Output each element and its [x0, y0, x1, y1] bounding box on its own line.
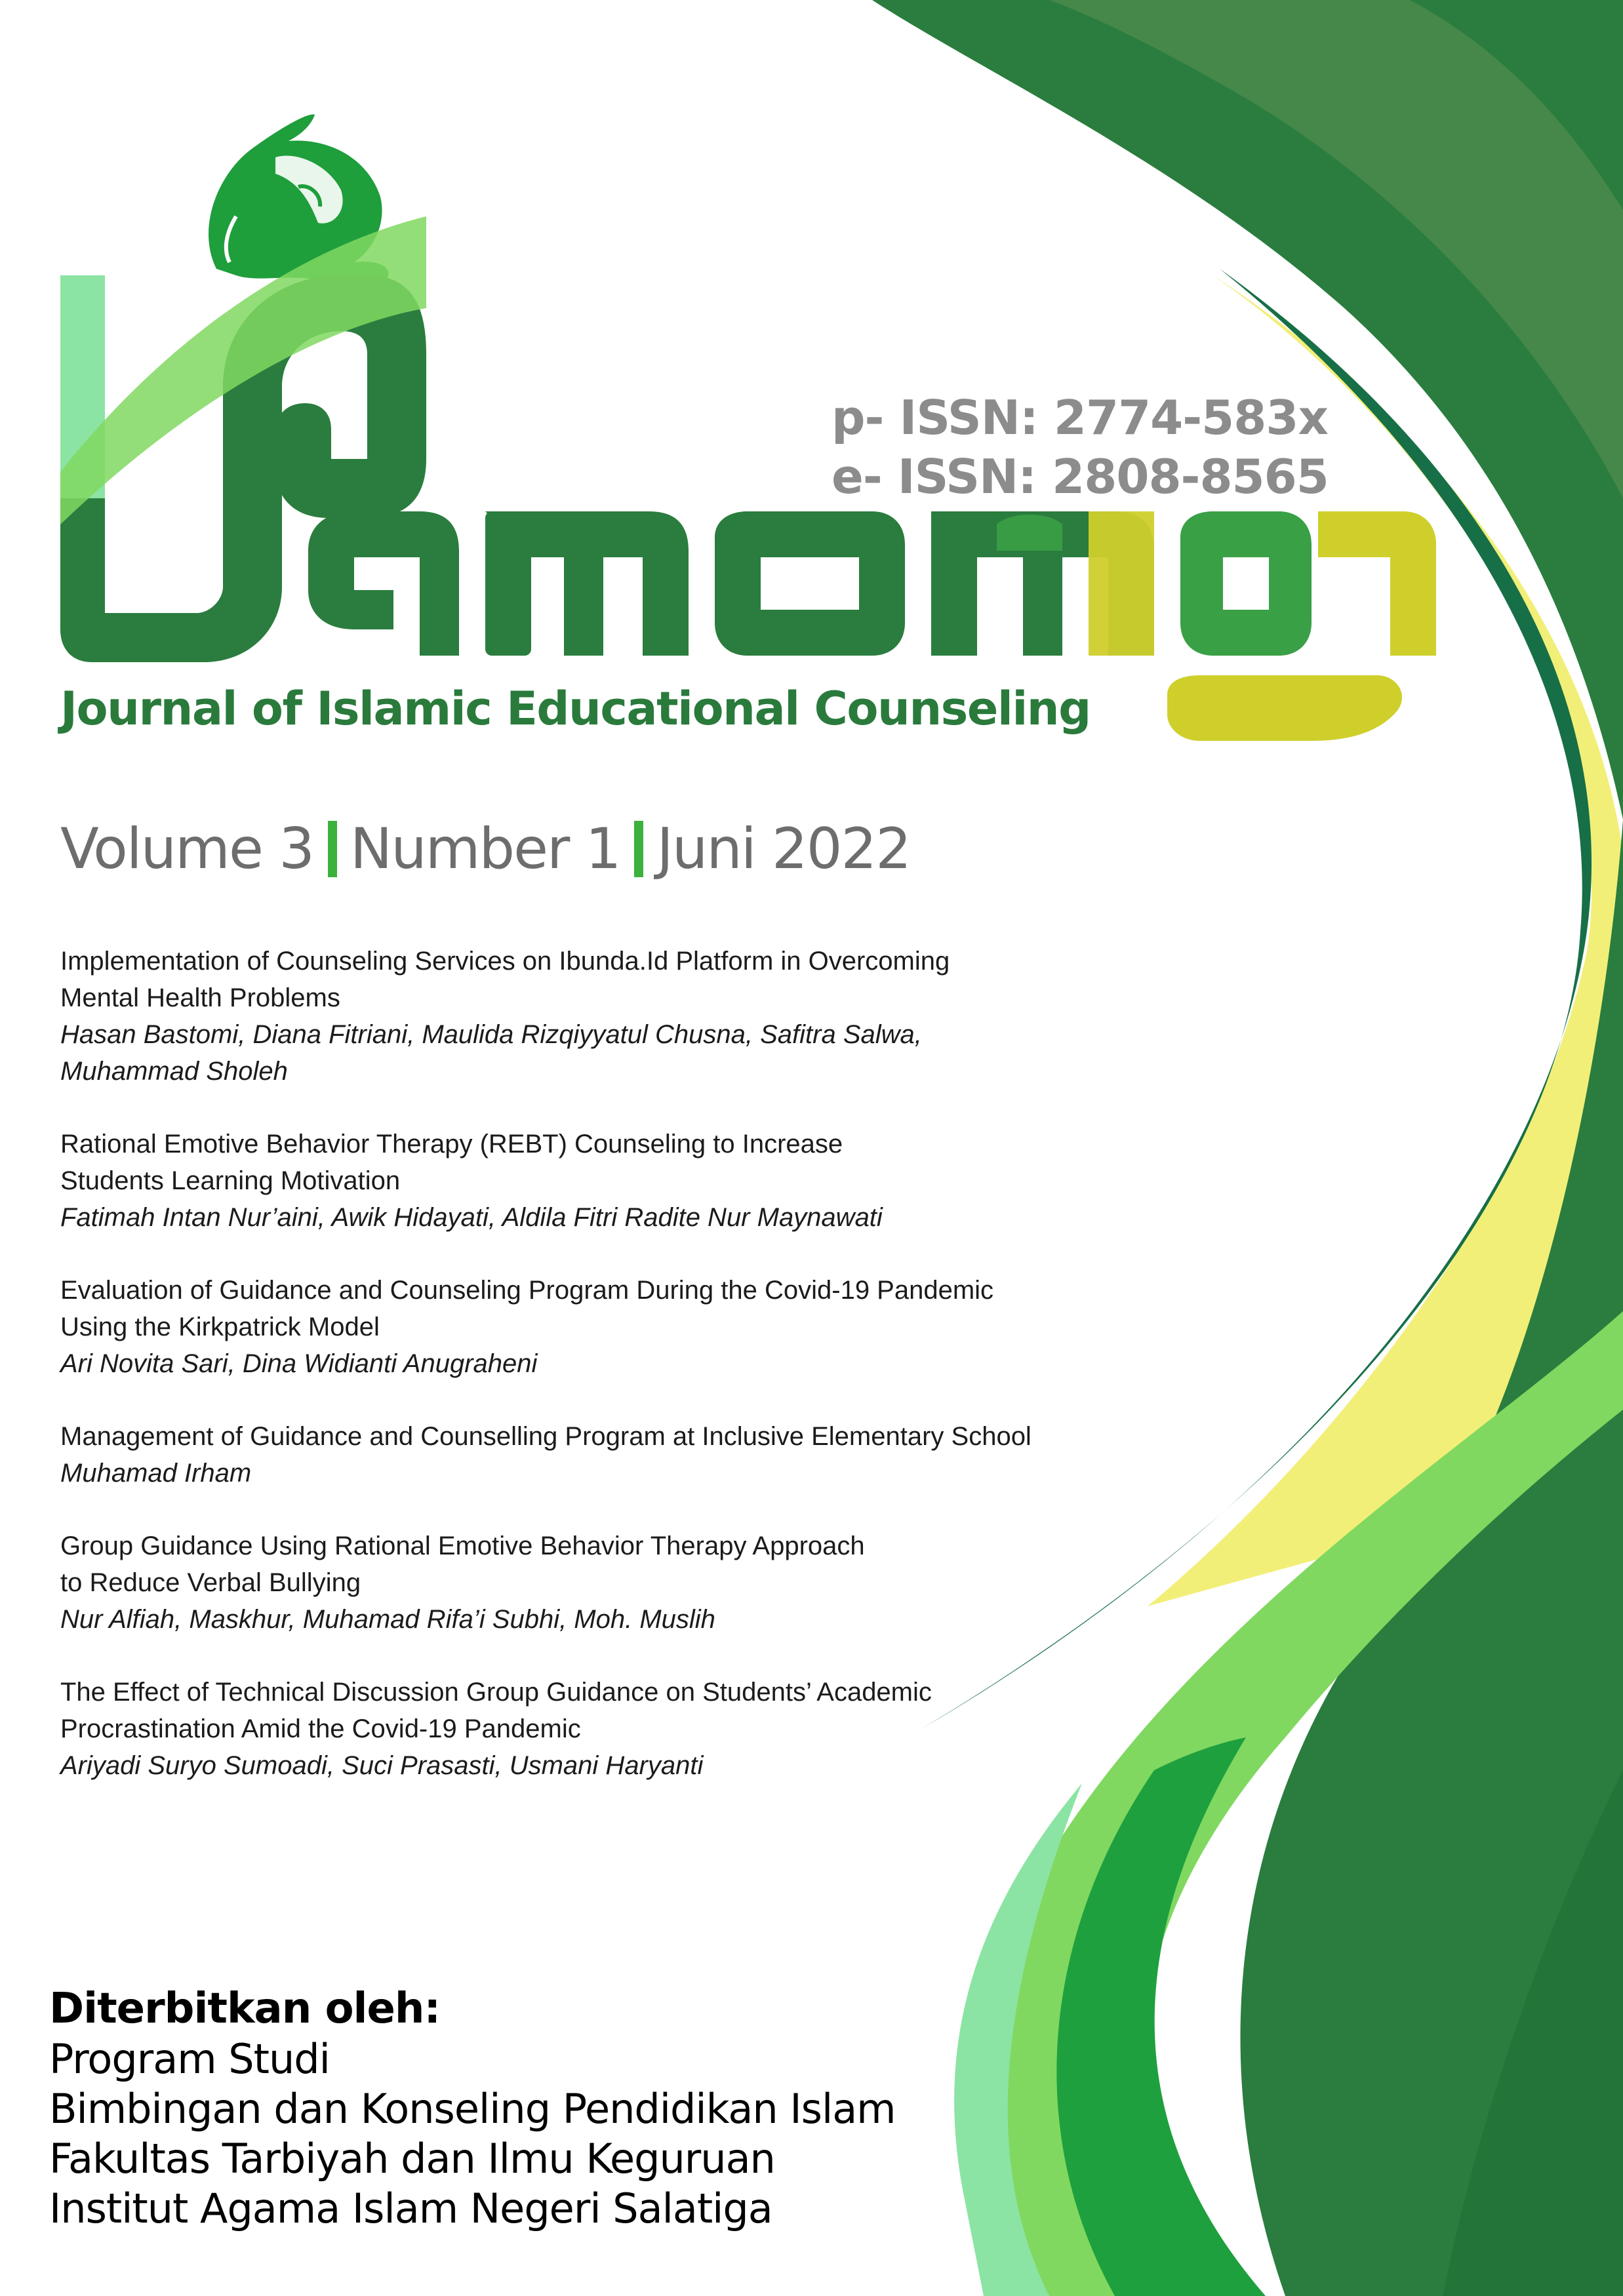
publisher-line: Institut Agama Islam Negeri Salatiga	[49, 2185, 772, 2232]
article-title: Implementation of Counseling Services on Ibunda.Id Platform in Overcoming Mental Health Problems	[60, 947, 950, 1012]
article-entry	[60, 1272, 1083, 1382]
article-authors: Nur Alfiah, Maskhur, Muhamad Rifa’i Subhi, Moh. Muslih	[60, 1605, 715, 1634]
article-title: Management of Guidance and Counselling Program at Inclusive Elementary School	[60, 1422, 1032, 1451]
table-of-contents	[60, 943, 1083, 1820]
logo-glyph-g	[1226, 518, 1331, 656]
article-title: Rational Emotive Behavior Therapy (REBT) Counseling to Increase Students Learning Motivation	[60, 1130, 843, 1195]
separator-bar	[634, 821, 643, 877]
article-authors: Muhamad Irham	[60, 1459, 252, 1488]
publisher-block	[49, 1983, 896, 2234]
publisher-line: Fakultas Tarbiyah dan Ilmu Keguruan	[49, 2135, 775, 2183]
issue-line	[60, 816, 910, 882]
article-authors: Hasan Bastomi, Diana Fitriani, Maulida Rizqiyyatul Chusna, Safitra Salwa, Muhammad Sholeh	[60, 1020, 922, 1086]
article-entry	[60, 1126, 1083, 1236]
article-entry	[60, 1674, 1083, 1784]
article-authors: Ari Novita Sari, Dina Widianti Anugraheni	[60, 1349, 538, 1378]
journal-logo-wordmark	[0, 0, 1623, 787]
article-title: Group Guidance Using Rational Emotive Behavior Therapy Approach to Reduce Verbal Bullying	[60, 1532, 865, 1597]
article-authors: Fatimah Intan Nur’aini, Awik Hidayati, Aldila Fitri Radite Nur Maynawati	[60, 1203, 883, 1232]
article-entry	[60, 1528, 1083, 1638]
article-authors: Ariyadi Suryo Sumoadi, Suci Prasasti, Usmani Haryanti	[60, 1751, 704, 1780]
article-entry	[60, 1418, 1083, 1492]
issue-date: Juni 2022	[656, 816, 910, 882]
article-entry	[60, 943, 1083, 1090]
article-title: The Effect of Technical Discussion Group Guidance on Students’ Academic Procrastination Amid the Covid-19 Pandemic	[60, 1678, 932, 1743]
publisher-line: Bimbingan dan Konseling Pendidikan Islam	[49, 2085, 896, 2133]
online-issn: e- ISSN: 2808-8565	[832, 449, 1329, 504]
separator-bar	[328, 821, 337, 877]
volume: Volume 3	[60, 816, 313, 882]
publisher-heading: Diterbitkan oleh:	[49, 1985, 441, 2033]
article-title: Evaluation of Guidance and Counseling Program During the Covid-19 Pandemic Using the Kirkpatrick Model	[60, 1276, 994, 1341]
print-issn: p- ISSN: 2774-583x	[832, 390, 1328, 445]
publisher-line: Program Studi	[49, 2035, 330, 2083]
number: Number 1	[350, 816, 620, 882]
journal-subtitle: Journal of Islamic Educational Counseling	[60, 682, 1091, 736]
